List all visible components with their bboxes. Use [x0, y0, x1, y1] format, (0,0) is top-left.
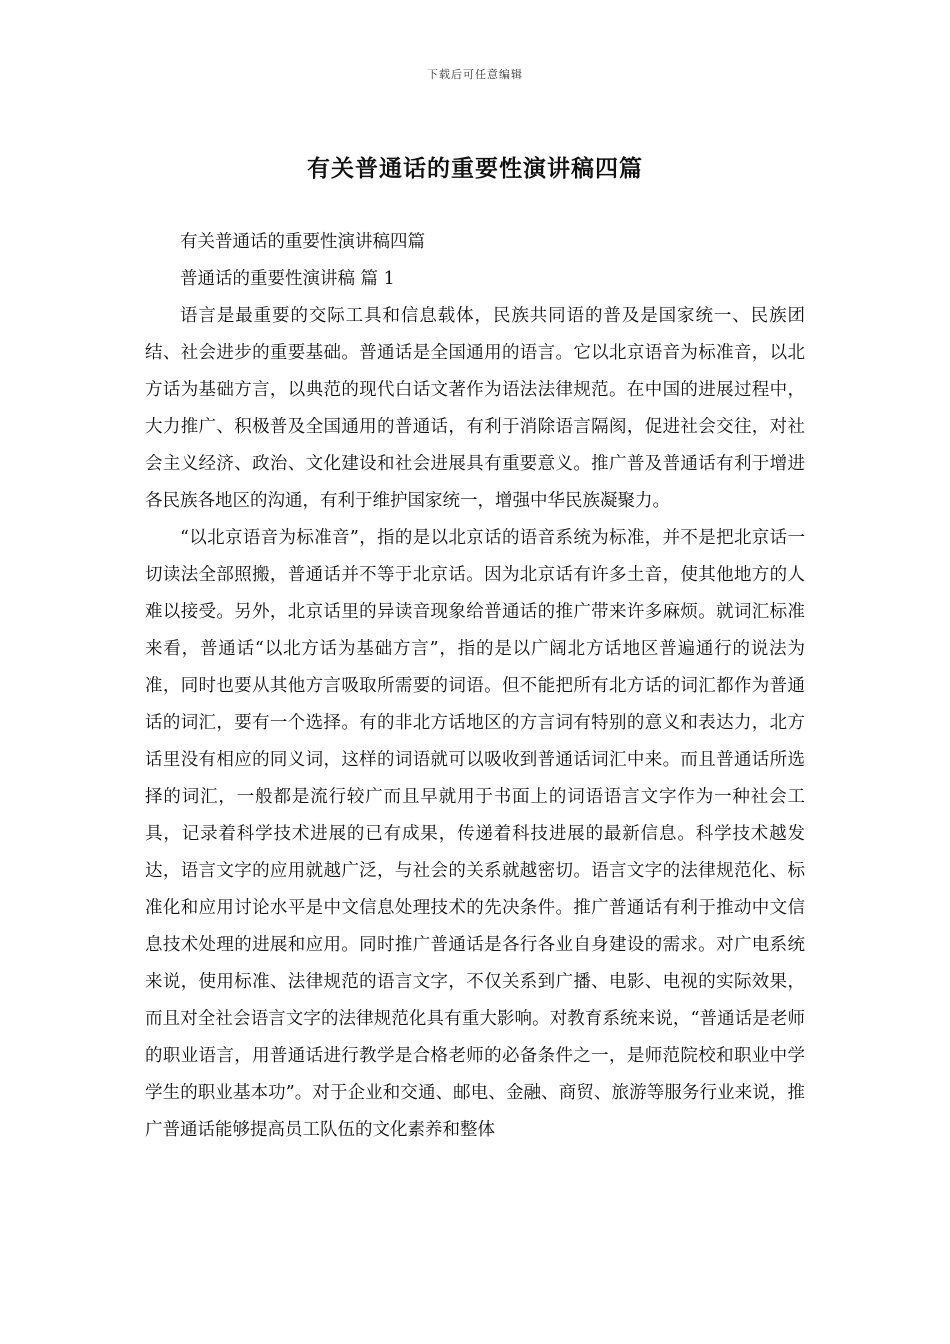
document-title: 有关普通话的重要性演讲稿四篇: [307, 155, 643, 182]
document-subtitle: 有关普通话的重要性演讲稿四篇: [180, 232, 425, 252]
document-body: [145, 224, 805, 1149]
body-paragraph: “以北京语音为标准音”，指的是以北京话的语音系统为标准，并不是把北京话一切读法全部照搬，普通话并不等于北京话。因为北京话有许多土音，使其他地方的人难以接受。另外，北京话里的异读音现象给普通话的推广带来许多麻烦。就词汇标准来看，普通话“以北方话为基础方言”，指的是以广阔北方话地区普遍通行的说法为准，同时也要从其他方言吸取所需要的词语。但不能把所有北方话的词汇都作为普通话的词汇，要有一个选择。有的非北方话地区的方言词有特别的意义和表达力，北方话里没有相应的同义词，这样的词语就可以吸收到普通话词汇中来。而且普通话所选择的词汇，一般都是流行较广而且早就用于书面上的词语语言文字作为一种社会工具，记录着科学技术进展的已有成果，传递着科技进展的最新信息。科学技术越发达，语言文字的应用就越广泛，与社会的关系就越密切。语言文字的法律规范化、标准化和应用讨论水平是中文信息处理技术的先决条件。推广普通话有利于推动中文信息技术处理的进展和应用。同时推广普通话是各行各业自身建设的需求。对广电系统来说，使用标准、法律规范的语言文字，不仅关系到广播、电影、电视的实际效果，而且对全社会语言文字的法律规范化具有重大影响。对教育系统来说，“普通话是老师的职业语言，用普通话进行教学是合格老师的必备条件之一，是师范院校和职业中学学生的职业基本功”。对于企业和交通、邮电、金融、商贸、旅游等服务行业来说，推广普通话能够提高员工队伍的文化素养和整体: [145, 528, 805, 1140]
header-note: 下载后可任意编辑: [427, 68, 523, 81]
section-heading: 普通话的重要性演讲稿 篇 1: [180, 269, 395, 289]
body-paragraph: 语言是最重要的交际工具和信息载体，民族共同语的普及是国家统一、民族团结、社会进步的重要基础。普通话是全国通用的语言。它以北京语音为标准音，以北方话为基础方言，以典范的现代白话文著作为语法法律规范。在中国的进展过程中，大力推广、积极普及全国通用的普通话，有利于消除语言隔阂，促进社会交往，对社会主义经济、政治、文化建设和社会进展具有重要意义。推广普及普通话有利于增进各民族各地区的沟通，有利于维护国家统一，增强中华民族凝聚力。: [145, 306, 805, 511]
